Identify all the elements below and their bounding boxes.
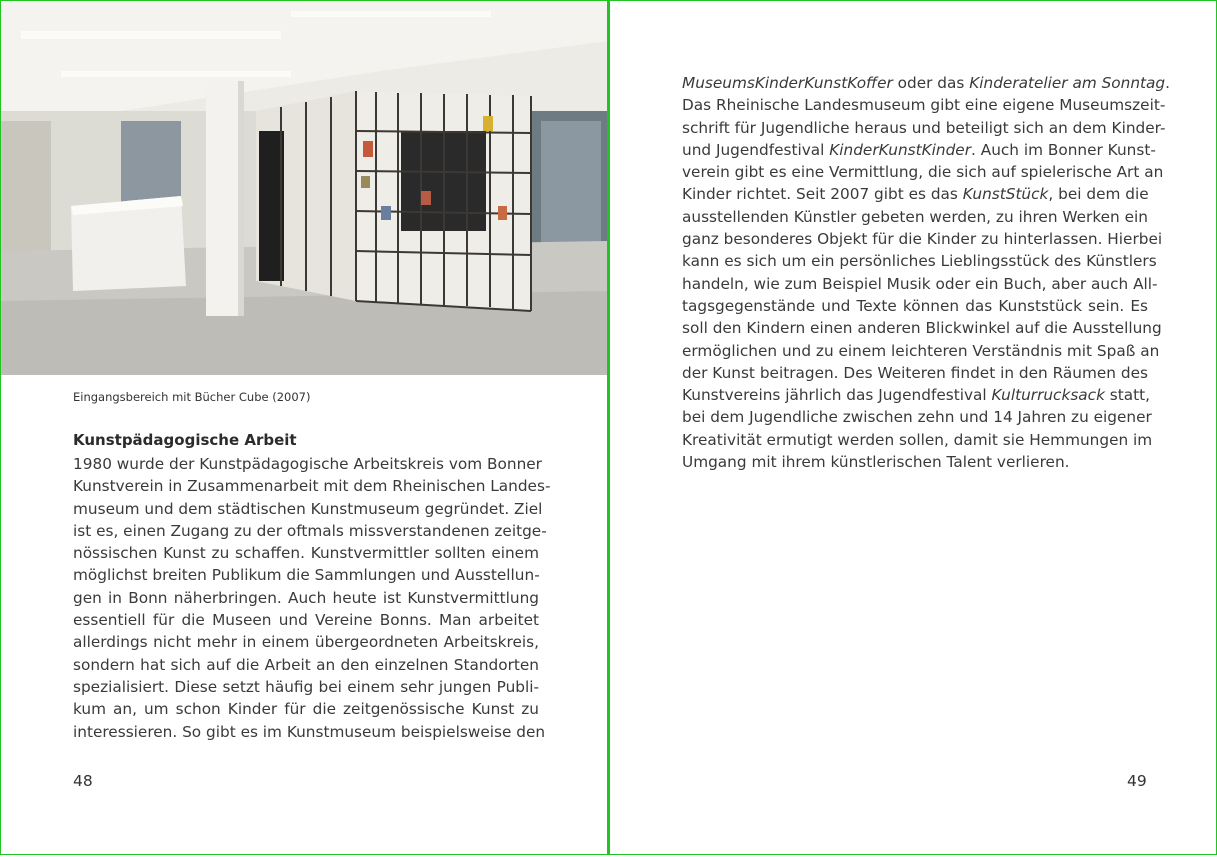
text-segment: kann es sich um ein persönliches Lieblingsstück des Künstlers <box>682 252 1157 271</box>
text-line: ist es, einen Zugang zu der oftmals missverstandenen zeitge- <box>73 521 547 540</box>
text-segment: der Kunst beitragen. Des Weiteren findet in den Räumen des <box>682 363 1148 382</box>
text-segment: und Jugendfestival <box>682 140 830 159</box>
text-line <box>682 206 1148 228</box>
text-line <box>682 161 1164 183</box>
text-segment: . Auch im Bonner Kunst- <box>971 140 1156 159</box>
italic-title: MuseumsKinderKunstKoffer <box>682 74 893 92</box>
left-page <box>0 0 609 855</box>
text-segment: Kinder richtet. Seit 2007 gibt es das <box>682 185 963 204</box>
text-line: spezialisiert. Diese setzt häufig bei einem sehr jungen Publi- <box>73 677 539 696</box>
text-segment: ausstellenden Künstler gebeten werden, zu ihren Werken ein <box>682 207 1148 226</box>
italic-title: Kulturrucksack <box>991 386 1105 405</box>
text-line <box>682 94 1166 116</box>
text-segment: . <box>1165 74 1171 92</box>
right-page <box>609 0 1217 855</box>
italic-title: KunstStück <box>962 185 1049 204</box>
text-line: gen in Bonn näherbringen. Auch heute ist Kunstvermittlung <box>73 588 539 607</box>
text-line: möglichst breiten Publikum die Sammlungen und Ausstellun- <box>73 566 540 585</box>
text-segment: Umgang mit ihrem künstlerischen Talent verlieren. <box>682 453 1070 472</box>
text-line <box>682 117 1166 139</box>
text-segment: oder das <box>892 74 970 92</box>
text-segment: ermöglichen und zu einem leichteren Verständnis mit Spaß an <box>682 341 1160 360</box>
italic-title: Kinderatelier am Sonntag <box>969 74 1166 92</box>
text-line <box>682 72 1171 94</box>
text-line <box>682 139 1156 161</box>
text-line: Kunstverein in Zusammenarbeit mit dem Rheinischen Landes- <box>73 477 551 496</box>
left-body-text <box>73 453 551 743</box>
text-segment: Das Rheinische Landesmuseum gibt eine eigene Museumszeit- <box>682 96 1166 115</box>
text-line <box>682 362 1148 384</box>
text-line: kum an, um schon Kinder für die zeitgenössische Kunst zu <box>73 700 539 719</box>
text-line: sondern hat sich auf die Arbeit an den einzelnen Standorten <box>73 655 539 674</box>
text-line <box>682 429 1153 451</box>
text-segment: soll den Kindern einen anderen Blickwinkel auf die Ausstellung <box>682 319 1162 338</box>
text-segment: ganz besonderes Objekt für die Kinder zu hinterlassen. Hierbei <box>682 230 1163 249</box>
photo-caption: Eingangsbereich mit Bücher Cube (2007) <box>73 390 311 404</box>
text-line <box>682 228 1163 250</box>
section-heading: Kunstpädagogische Arbeit <box>73 431 297 449</box>
right-body-text <box>682 72 1171 473</box>
text-line <box>682 250 1157 272</box>
italic-title: KinderKunstKinder <box>829 140 972 159</box>
text-line <box>682 273 1158 295</box>
page-number-right: 49 <box>1127 772 1147 790</box>
text-line <box>682 317 1162 339</box>
text-line: museum und dem städtischen Kunstmuseum gegründet. Ziel <box>73 499 543 518</box>
text-line <box>682 451 1148 473</box>
text-line: allerdings nicht mehr in einem übergeordneten Arbeitskreis, <box>73 633 539 652</box>
text-segment: Kreativität ermutigt werden sollen, damit sie Hemmungen im <box>682 430 1153 449</box>
text-segment: , bei dem die <box>1048 185 1149 204</box>
text-segment: Kunstvereins jährlich das Jugendfestival <box>682 386 992 405</box>
page-number-left: 48 <box>73 772 93 790</box>
exhibition-photo <box>1 1 608 375</box>
text-line: nössischen Kunst zu schaffen. Kunstvermittler sollten einem <box>73 544 539 563</box>
text-line <box>682 384 1148 406</box>
text-line <box>682 183 1148 205</box>
text-segment: verein gibt es eine Vermittlung, die sich auf spielerische Art an <box>682 163 1164 182</box>
text-line: 1980 wurde der Kunstpädagogische Arbeitskreis vom Bonner <box>73 455 542 473</box>
text-segment: statt, <box>1104 386 1150 405</box>
text-line: essentiell für die Museen und Vereine Bonns. Man arbeitet <box>73 611 539 630</box>
text-line: interessieren. So gibt es im Kunstmuseum beispielsweise den <box>73 722 546 741</box>
text-segment: bei dem Jugendliche zwischen zehn und 14 Jahren zu eigener <box>682 408 1152 427</box>
text-segment: tagsgegenstände und Texte können das Kunststück sein. Es <box>682 296 1148 315</box>
text-line <box>682 340 1160 362</box>
text-segment: schrift für Jugendliche heraus und beteiligt sich an dem Kinder- <box>682 118 1166 137</box>
text-line <box>682 406 1152 428</box>
text-segment: handeln, wie zum Beispiel Musik oder ein Buch, aber auch All- <box>682 274 1158 293</box>
text-line <box>682 295 1148 317</box>
